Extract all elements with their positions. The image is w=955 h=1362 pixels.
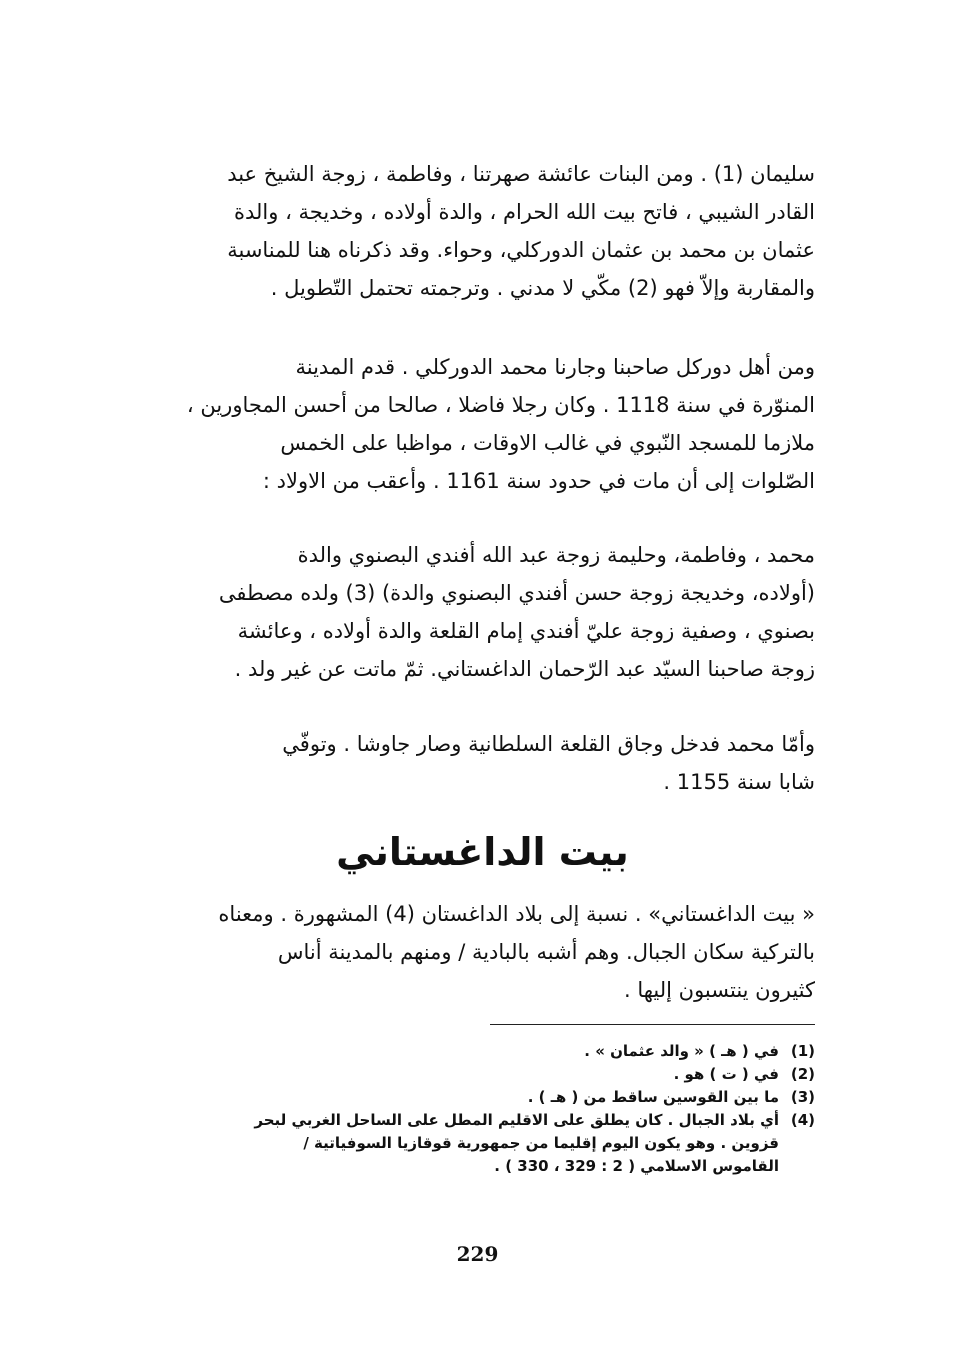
footnote-text (150, 1109, 779, 1178)
text-line: القادر الشيبي ، فاتح بيت الله الحرام ، والدة أولاده ، وخديجة ، والدة (234, 200, 815, 224)
text-line: (أولاده، وخديجة زوجة حسن أفندي البصنوي والدة) (3) ولده مصطفى (218, 581, 815, 605)
text-line: بصنوي ، وصفية زوجة عليّ أفندي إمام القلعة والدة أولاده ، وعائشة (237, 619, 815, 643)
text-line: محمد ، وفاطمة، وحليمة زوجة عبد الله أفندي البصنوي والدة (297, 543, 815, 567)
text-line: زوجة صاحبنا السيّد عبد الرّحمان الداغستاني. ثمّ ماتت عن غير ولد . (234, 657, 815, 681)
footnote-3 (150, 1086, 815, 1109)
paragraph-1 (150, 155, 815, 307)
footnote-line: أي بلاد الجبال . كان يطلق على الاقليم المطل على الساحل الغربي لبحر (254, 1111, 779, 1129)
footnote-number: (3) (790, 1088, 815, 1106)
footnote-line: القاموس الاسلامي ( 2 : 329 ، 330 ) . (494, 1157, 779, 1175)
footnote-2 (150, 1063, 815, 1086)
paragraph-after-heading (150, 895, 815, 1009)
footnote-number: (4) (790, 1111, 815, 1129)
section-heading: بيت الداغستاني (336, 830, 629, 874)
page-number: 229 (456, 1242, 499, 1266)
footnote-line: ما بين القوسين ساقط من ( هـ ) . (527, 1088, 779, 1106)
footnote-line: في ( هـ ) « والد عثمان » . (584, 1042, 779, 1060)
text-line: المنوّرة في سنة 1118 . وكان رجلا فاضلا ، صالحا من أحسن المجاورين ، (186, 393, 815, 417)
paragraph-2 (150, 348, 815, 500)
text-line: ملازما للمسجد النّبوي في غالب الاوقات ، مواظبا على الخمس (280, 431, 815, 455)
text-line: سليمان (1) . ومن البنات عائشة صهرتنا ، وفاطمة ، زوجة الشيخ عبد (227, 162, 815, 186)
footnote-number: (2) (790, 1065, 815, 1083)
text-line: شابا سنة 1155 . (663, 770, 815, 794)
footnote-text (150, 1086, 779, 1109)
footnote-text (150, 1040, 779, 1063)
text-line: ومن أهل دوركل صاحبنا وجارنا محمد الدوركلي . قدم المدينة (295, 355, 815, 379)
footnote-4 (150, 1109, 815, 1178)
paragraph-3 (150, 536, 815, 688)
footnote-divider (490, 1024, 815, 1025)
text-line: عثمان بن محمد بن عثمان الدوركلي، وحواء. وقد ذكرناه هنا للمناسبة (227, 238, 815, 262)
footnotes (150, 1040, 815, 1178)
footnote-text (150, 1063, 779, 1086)
footnote-number: (1) (790, 1042, 815, 1060)
footnote-line: قزوين . وهو يكون اليوم إقليما من جمهورية قوقازيا السوفياتية / (303, 1134, 779, 1152)
footnote-1 (150, 1040, 815, 1063)
text-line: والمقاربة وإلاّ فهو (2) مكّي لا مدني . وترجمته تحتمل التّطويل . (270, 276, 815, 300)
text-line: الصّلوات إلى أن مات في حدود سنة 1161 . وأعقب من الاولاد : (262, 469, 815, 493)
footnote-line: في ( ت ) هو . (673, 1065, 779, 1083)
text-line: بالتركية سكان الجبال. وهم أشبه بالبادية / ومنهم بالمدينة أناس (277, 940, 815, 964)
text-line: « بيت الداغستاني» . نسبة إلى بلاد الداغستان (4) المشهورة . ومعناه (218, 902, 815, 926)
paragraph-4 (150, 725, 815, 801)
text-line: وأمّا محمد فدخل وجاق القلعة السلطانية وصار جاوشا . وتوفّي (282, 732, 815, 756)
text-line: كثيرون ينتسبون إليها . (623, 978, 815, 1002)
